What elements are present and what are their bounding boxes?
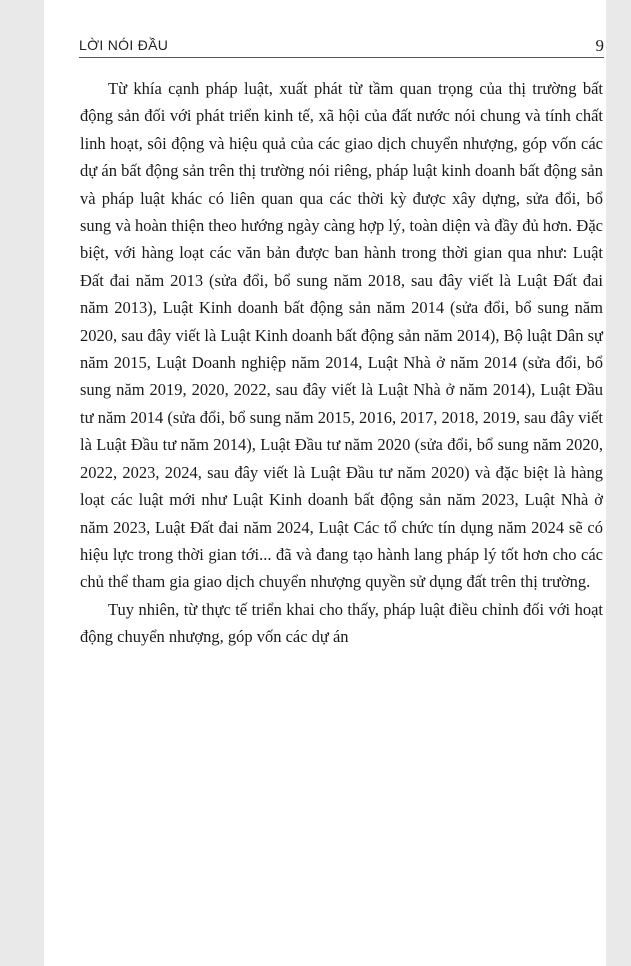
paragraph-2: Tuy nhiên, từ thực tế triển khai cho thấy, pháp luật điều chỉnh đối với hoạt động chuyển nhượng, góp vốn các dự án [80, 599, 603, 647]
running-header [79, 37, 604, 58]
book-page [44, 0, 606, 966]
page-number: 9 [595, 36, 604, 55]
chapter-title: LỜI NÓI ĐẦU [79, 37, 169, 53]
paragraph-1: Từ khía cạnh pháp luật, xuất phát từ tầm quan trọng của thị trường bất động sản đối với phát triển kinh tế, xã hội của đất nước nói chung và tính chất linh hoạt, sôi động và hiệu quả của các giao dịch chuyển nhượng, góp vốn các dự án bất động sản trên thị trường nói riêng, pháp luật kinh doanh bất động sản và pháp luật khác có liên quan qua các thời kỳ được xây dựng, sửa đổi, bổ sung và hoàn thiện theo hướng ngày càng hợp lý, toàn diện và đầy đủ hơn. Đặc biệt, với hàng loạt các văn bản được ban hành trong thời gian qua như: Luật Đất đai năm 2013 (sửa đổi, bổ sung năm 2018, sau đây viết là Luật Đất đai năm 2013), Luật Kinh doanh bất động sản năm 2014 (sửa đổi, bổ sung năm 2020, sau đây viết là Luật Kinh doanh bất động sản năm 2014), Bộ luật Dân sự năm 2015, Luật Doanh nghiệp năm 2014, Luật Nhà ở năm 2014 (sửa đổi, bổ sung năm 2019, 2020, 2022, sau đây viết là Luật Nhà ở năm 2014), Luật Đầu tư năm 2014 (sửa đổi, bổ sung năm 2015, 2016, 2017, 2018, 2019, sau đây viết là Luật Đầu tư năm 2014), Luật Đầu tư năm 2020 (sửa đổi, bổ sung năm 2020, 2022, 2023, 2024, sau đây viết là Luật Đầu tư năm 2020) và đặc biệt là hàng loạt các luật mới như Luật Kinh doanh bất động sản năm 2023, Luật Nhà ở năm 2023, Luật Đất đai năm 2024, Luật Các tổ chức tín dụng năm 2024 sẽ có hiệu lực trong thời gian tới... đã và đang tạo hành lang pháp lý tốt hơn cho các chủ thể tham gia giao dịch chuyển nhượng quyền sử dụng đất trên thị trường. [80, 79, 603, 592]
body-text [80, 75, 603, 651]
